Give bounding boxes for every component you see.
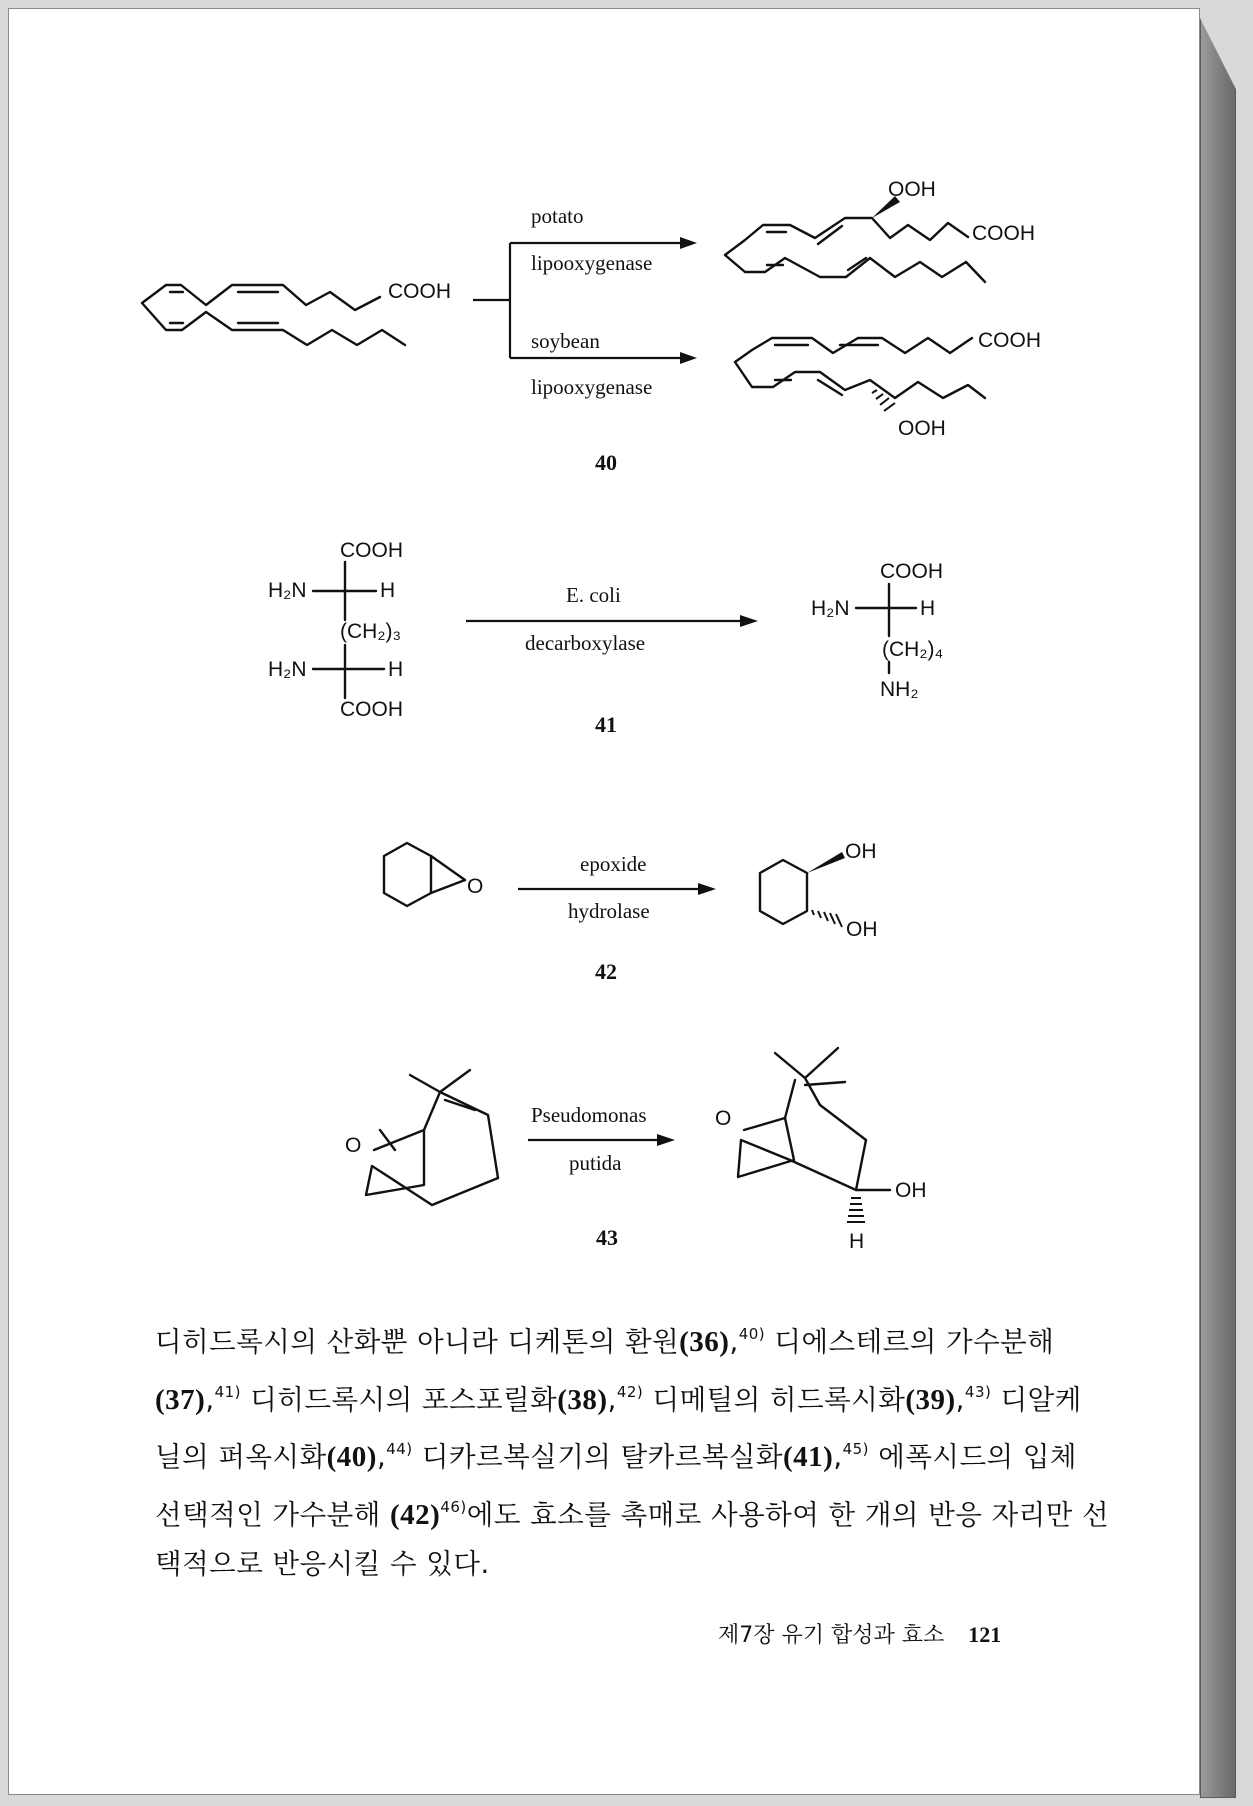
scheme-40-branch2-catalyst2: lipooxygenase xyxy=(531,375,653,399)
paragraph-line-3: 닐의 퍼옥시화(40),$^{44)}$ 디카르복실기의 탈카르복실화(41),$^{45)}$ 에폭시드의 입체 xyxy=(155,1440,1077,1473)
soybean-product-ooh: OOH xyxy=(898,417,946,440)
r41-cooh-top: COOH xyxy=(340,539,403,562)
p41-ch2-4: (CH₂)₄ xyxy=(882,638,944,661)
reactant-41-fischer xyxy=(268,539,403,721)
r42-o: O xyxy=(467,875,484,898)
hydroxycamphor-structure xyxy=(715,1048,927,1253)
cyclohexene-oxide-structure xyxy=(384,843,483,906)
scheme-43 xyxy=(345,1048,927,1253)
compound-number-41: 41 xyxy=(595,712,617,737)
paragraph-line-2: (37),$^{41)}$ 디히드록시의 포스포릴화(38),$^{42)}$ 디메틸의 히드록시화(39),$^{43)}$ 디알케 xyxy=(155,1382,1082,1416)
hashed-wedge-bond xyxy=(872,390,895,411)
p42-oh-bottom: OH xyxy=(846,918,878,941)
potato-product-structure xyxy=(725,178,1035,282)
scheme-40-branch1-catalyst2: lipooxygenase xyxy=(531,251,653,275)
potato-product-cooh: COOH xyxy=(972,222,1035,245)
scheme-42-catalyst1: epoxide xyxy=(580,852,647,876)
r41-h-top: H xyxy=(380,579,396,602)
soybean-product-cooh: COOH xyxy=(978,329,1041,352)
p41-cooh: COOH xyxy=(880,560,943,583)
paragraph-line-5: 택적으로 반응시킬 수 있다. xyxy=(155,1548,490,1580)
p43-oh: OH xyxy=(895,1179,927,1202)
scheme-42 xyxy=(384,840,878,984)
hashed-wedge-bond xyxy=(812,910,842,927)
compound-number-43: 43 xyxy=(596,1225,618,1250)
scheme-41-catalyst2: decarboxylase xyxy=(525,631,646,655)
p41-h2n: H₂N xyxy=(811,597,850,620)
r41-h2n-top: H₂N xyxy=(268,579,307,602)
hashed-wedge-bond xyxy=(847,1198,865,1222)
page-footer xyxy=(718,1618,1001,1649)
scheme-43-catalyst2: putida xyxy=(569,1151,622,1175)
paragraph-line-4: 선택적인 가수분해 $(42)^{46)}$에도 효소를 촉매로 사용하여 한 개의 반응 자리만 선 xyxy=(155,1497,1110,1531)
scheme-41-catalyst1: E. coli xyxy=(566,583,621,607)
r41-ch2-3: (CH₂)₃ xyxy=(340,620,402,643)
p42-oh-top: OH xyxy=(845,840,877,863)
scheme-41 xyxy=(268,539,943,737)
scheme-40-branch2-catalyst1: soybean xyxy=(531,329,600,353)
body-paragraph xyxy=(155,1310,1110,1590)
p41-h: H xyxy=(920,597,936,620)
r41-h2n-bottom: H₂N xyxy=(268,658,307,681)
camphor-structure xyxy=(345,1070,498,1205)
r43-o: O xyxy=(345,1134,362,1157)
p43-h: H xyxy=(849,1230,865,1253)
p43-o: O xyxy=(715,1107,732,1130)
product-41-fischer xyxy=(811,560,943,701)
p41-nh2: NH₂ xyxy=(880,678,919,701)
page-number: 121 xyxy=(968,1622,1002,1647)
scheme-40 xyxy=(142,178,1041,475)
scheme-42-catalyst2: hydrolase xyxy=(568,899,650,923)
potato-product-ooh: OOH xyxy=(888,178,936,201)
compound-number-40: 40 xyxy=(595,450,617,475)
r41-cooh-bottom: COOH xyxy=(340,698,403,721)
chapter-title: 제7장 유기 합성과 효소 xyxy=(718,1623,945,1648)
trans-diol-structure xyxy=(760,840,878,941)
scheme-43-catalyst1: Pseudomonas xyxy=(531,1103,647,1127)
compound-number-42: 42 xyxy=(595,959,617,984)
r41-h-bottom: H xyxy=(388,658,404,681)
arachidonic-acid-structure xyxy=(142,280,451,345)
scheme-40-branch1-catalyst1: potato xyxy=(531,204,584,228)
paragraph-line-1: 디히드록시의 산화뿐 아니라 디케톤의 환원(36),$^{40)}$ 디에스테르의 가수분해 xyxy=(155,1325,1055,1358)
reactant-40-label: COOH xyxy=(388,280,451,303)
soybean-product-structure xyxy=(735,329,1041,440)
